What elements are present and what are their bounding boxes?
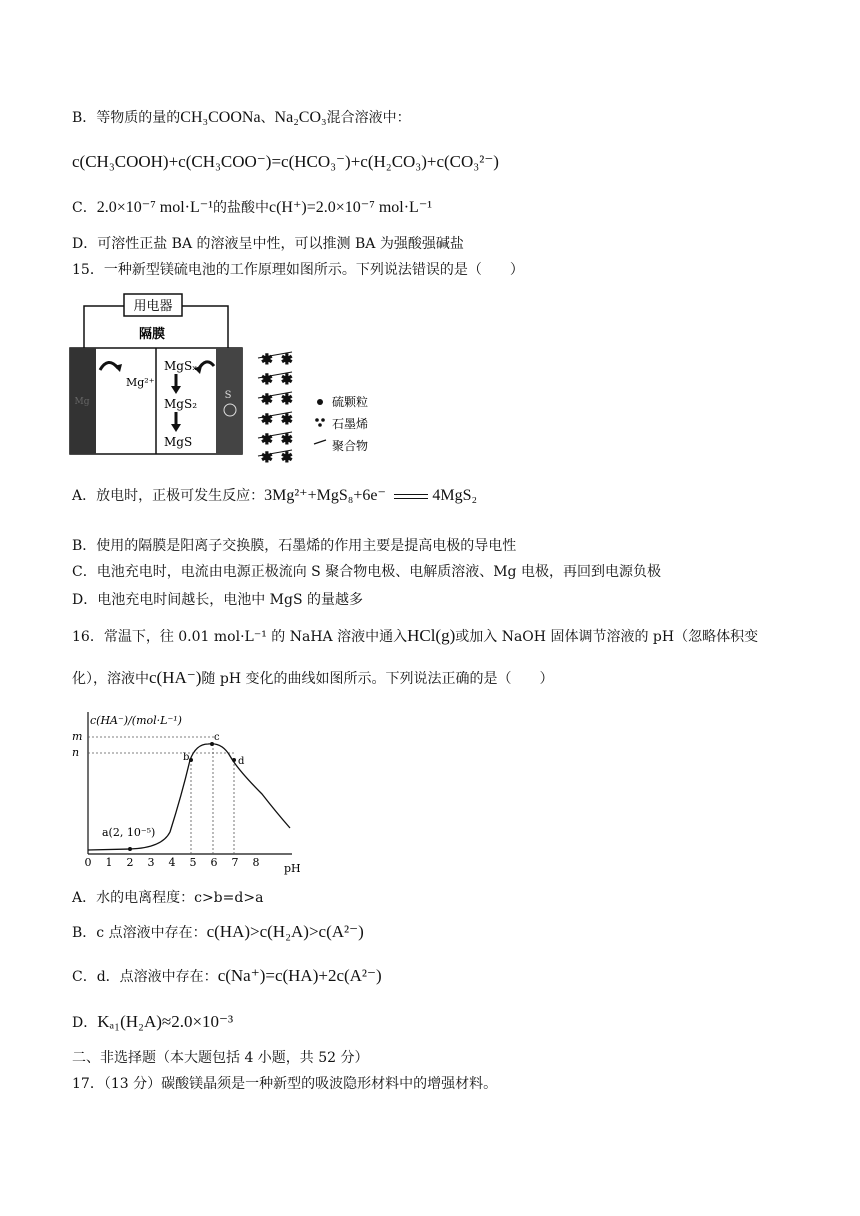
y-tick-m: m <box>72 730 83 743</box>
q16-option-c: C．d．点溶液中存在：c(Na⁺)=c(HA)+2c(A²⁻) <box>72 966 382 985</box>
q17-stem: 17．（13 分）碳酸镁晶须是一种新型的吸波隐形材料中的增强材料。 <box>72 1076 498 1092</box>
x-tick-5: 5 <box>189 856 197 869</box>
x-tick-8: 8 <box>252 856 260 869</box>
svg-text:✱: ✱ <box>281 392 293 408</box>
equals-sign <box>394 494 428 499</box>
graphene-legend-icon <box>315 418 325 427</box>
q15-option-a: A．放电时，正极可发生反应：3Mg²⁺+MgS₈+6e⁻ 4MgS₂ <box>72 487 478 504</box>
svg-text:✱: ✱ <box>281 412 293 428</box>
x-tick-1: 1 <box>105 856 113 869</box>
svg-text:✱: ✱ <box>261 392 273 408</box>
option-b-prev-equation: c(CH₃COOH)+c(CH₃COO⁻)=c(HCO₃⁻)+c(H₂CO₃)+c(CO₃²⁻) <box>72 152 499 171</box>
x-tick-6: 6 <box>210 856 218 869</box>
q16-option-b: B．c 点溶液中存在：c(HA)>c(H₂A)>c(A²⁻) <box>72 922 364 941</box>
x-tick-4: 4 <box>168 856 176 869</box>
svg-text:✱: ✱ <box>261 432 273 448</box>
cluster-3 <box>258 392 293 408</box>
x-tick-3: 3 <box>147 856 155 869</box>
x-axis-label: pH <box>284 862 301 875</box>
mg-ion-label: Mg²⁺ <box>126 376 155 389</box>
option-b-prev: B．等物质的量的CH₃COONa、Na₂CO₃混合溶液中： <box>72 109 411 126</box>
battery-diagram <box>68 286 398 464</box>
svg-text:✱: ✱ <box>261 412 273 428</box>
point-b <box>189 758 193 762</box>
cluster-4 <box>258 412 293 428</box>
mg-electrode-label: Mg <box>74 397 90 407</box>
mgs-label: MgS <box>164 435 193 449</box>
load-label: 用电器 <box>133 299 173 314</box>
point-a-label: a(2, 10⁻⁵) <box>102 826 156 839</box>
svg-text:✱: ✱ <box>281 372 293 388</box>
point-a <box>128 847 132 851</box>
membrane-label: 隔膜 <box>138 327 166 342</box>
sulfur-legend-icon <box>317 399 323 405</box>
svg-text:✱: ✱ <box>281 450 293 464</box>
q16-option-d: D．Kₐ₁(H₂A)≈2.0×10⁻³ <box>72 1012 234 1031</box>
legend-polymer: 聚合物 <box>332 439 369 453</box>
q16-stem-line1: 16．常温下，往 0.01 mol·L⁻¹ 的 NaHA 溶液中通入HCl(g)或加入 NaOH 固体调节溶液的 pH（忽略体积变 <box>72 626 759 645</box>
s-electrode-label: S <box>224 390 232 401</box>
mgsx-label: MgSₓ <box>164 359 198 373</box>
cluster-1 <box>258 352 293 368</box>
hA-ph-chart <box>62 704 302 882</box>
y-axis-label: c(HA⁻)/(mol·L⁻¹) <box>90 714 182 727</box>
polymer-legend-icon <box>314 440 326 444</box>
cluster-2 <box>258 372 293 388</box>
point-b-label: b <box>183 752 190 763</box>
point-d-label: d <box>238 756 245 767</box>
q15-option-c: C．电池充电时，电流由电源正极流向 S 聚合物电极、电解质溶液、Mg 电极，再回到电源负极 <box>72 564 661 580</box>
svg-text:✱: ✱ <box>281 352 293 368</box>
q15-stem: 15．一种新型镁硫电池的工作原理如图所示。下列说法错误的是（ ） <box>72 262 524 278</box>
svg-text:✱: ✱ <box>261 372 273 388</box>
q16-stem-line2: 化），溶液中c(HA⁻)随 pH 变化的曲线如图所示。下列说法正确的是（ ） <box>72 668 554 687</box>
cluster-6 <box>258 450 293 464</box>
legend-sulfur: 硫颗粒 <box>332 395 369 409</box>
q15-option-b: B．使用的隔膜是阳离子交换膜，石墨烯的作用主要是提高电极的导电性 <box>72 538 517 554</box>
svg-text:✱: ✱ <box>261 450 273 464</box>
x-tick-2: 2 <box>126 856 134 869</box>
x-tick-7: 7 <box>231 856 239 869</box>
option-c-prev: C．2.0×10⁻⁷ mol·L⁻¹的盐酸中c(H⁺)=2.0×10⁻⁷ mol·L⁻¹ <box>72 199 433 216</box>
x-tick-0: 0 <box>84 856 92 869</box>
point-d <box>232 758 236 762</box>
svg-text:✱: ✱ <box>281 432 293 448</box>
mgs2-label: MgS₂ <box>164 397 197 411</box>
section-heading: 二、非选择题（本大题包括 4 小题，共 52 分） <box>72 1050 369 1066</box>
q16-option-a: A．水的电离程度：c>b=d>a <box>72 890 264 906</box>
cluster-5 <box>258 432 293 448</box>
s-electrode <box>216 348 242 454</box>
point-c-label: c <box>214 732 220 743</box>
y-tick-n: n <box>72 746 80 759</box>
option-d-prev: D．可溶性正盐 BA 的溶液呈中性，可以推测 BA 为强酸强碱盐 <box>72 236 464 252</box>
legend-graphene: 石墨烯 <box>332 417 369 431</box>
q15-option-d: D．电池充电时间越长，电池中 MgS 的量越多 <box>72 592 364 608</box>
svg-text:✱: ✱ <box>261 352 273 368</box>
